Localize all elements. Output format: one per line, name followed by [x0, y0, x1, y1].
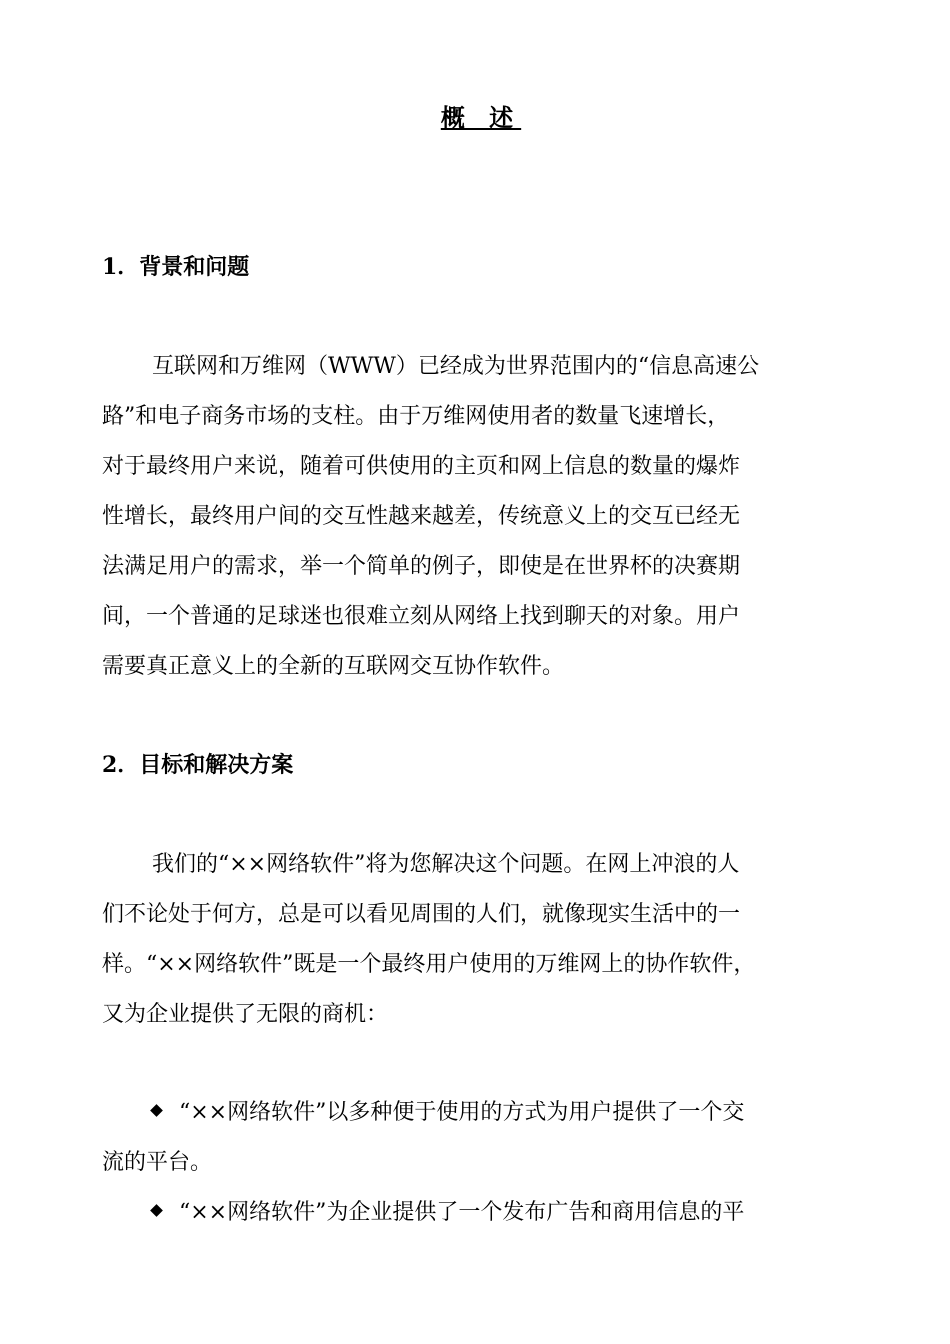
section-paragraph-background — [102, 342, 862, 692]
bullet-text: “××网络软件”以多种便于使用的方式为用户提供了一个交 — [179, 1100, 745, 1125]
bullet-text: “××网络软件”为企业提供了一个发布广告和商用信息的平 — [179, 1200, 745, 1225]
paragraph-line: 对于最终用户来说，随着可供使用的主页和网上信息的数量的爆炸 — [102, 454, 741, 479]
paragraph-line: 路”和电子商务市场的支柱。由于万维网使用者的数量飞速增长， — [102, 404, 730, 429]
paragraph-line: 需要真正意义上的全新的互联网交互协作软件。 — [102, 654, 565, 679]
paragraph-line: 我们的“××网络软件”将为您解决这个问题。在网上冲浪的人 — [152, 852, 740, 877]
bullet-item — [102, 1088, 882, 1188]
paragraph-line: 样。“××网络软件”既是一个最终用户使用的万维网上的协作软件， — [102, 952, 756, 977]
bullet-line: 流的平台。 — [102, 1150, 213, 1175]
paragraph-line: 互联网和万维网（WWW）已经成为世界范围内的“信息高速公 — [152, 354, 760, 379]
page-title: 概 述 — [440, 103, 522, 132]
paragraph-line: 又为企业提供了无限的商机： — [102, 1002, 389, 1027]
diamond-bullet-icon — [150, 1204, 163, 1217]
bullet-line — [102, 1188, 882, 1238]
diamond-bullet-icon — [150, 1104, 163, 1117]
paragraph-line: 性增长，最终用户间的交互性越来越差，传统意义上的交互已经无 — [102, 504, 741, 529]
section-paragraph-solution — [102, 840, 862, 1040]
section-heading-solution: 2．目标和解决方案 — [102, 752, 294, 778]
bullet-list — [102, 1088, 882, 1238]
paragraph-line: 间，一个普通的足球迷也很难立刻从网络上找到聊天的对象。用户 — [102, 604, 741, 629]
section-heading-background: 1．背景和问题 — [102, 254, 250, 280]
bullet-item — [102, 1188, 882, 1238]
paragraph-line: 法满足用户的需求，举一个简单的例子，即使是在世界杯的决赛期 — [102, 554, 741, 579]
bullet-line — [102, 1088, 882, 1138]
paragraph-line: 们不论处于何方，总是可以看见周围的人们，就像现实生活中的一 — [102, 902, 741, 927]
